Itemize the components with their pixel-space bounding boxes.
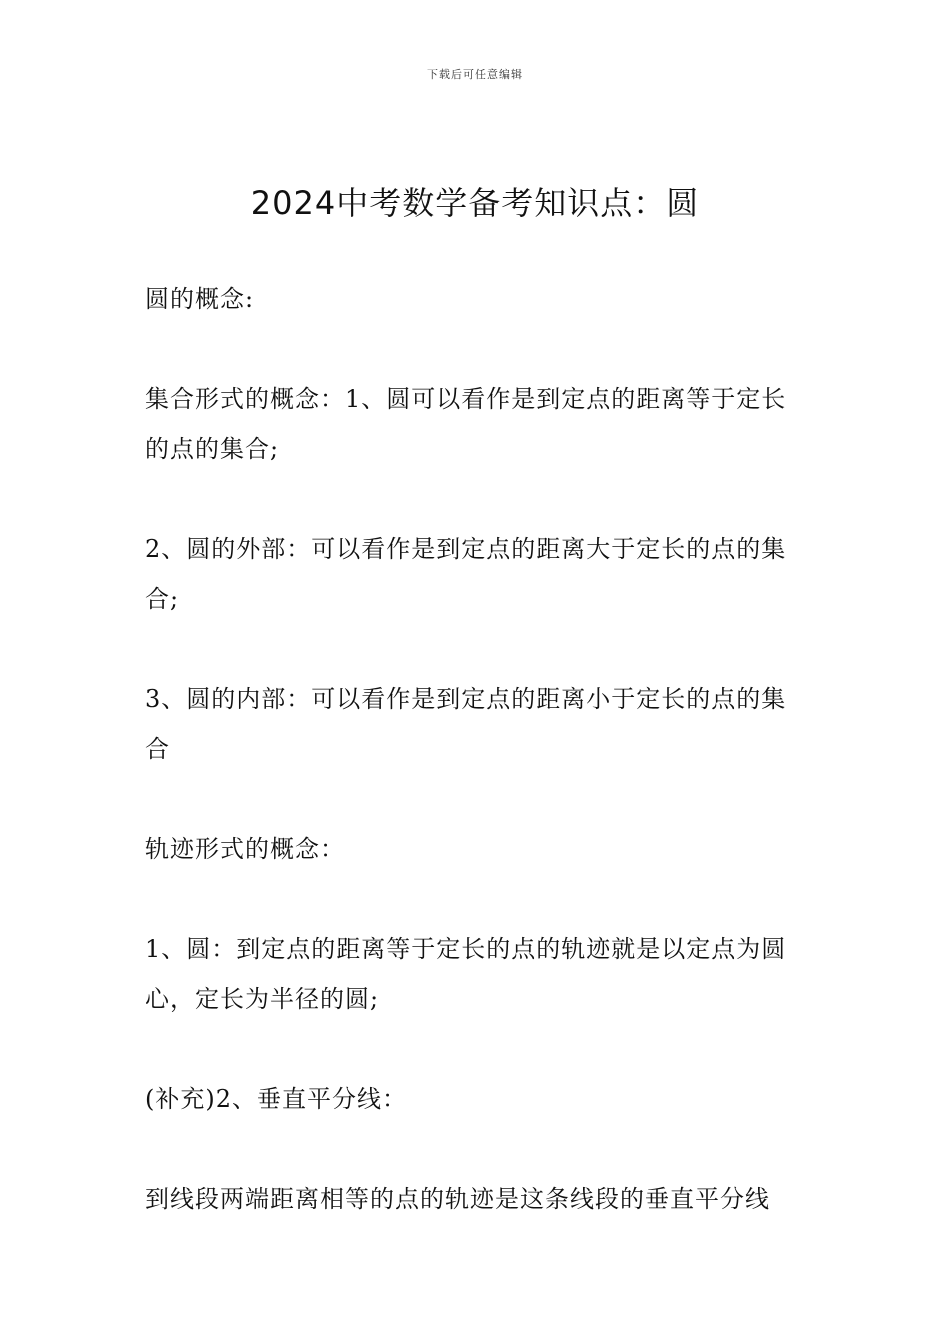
paragraph-locus-concept: 轨迹形式的概念： [145, 835, 345, 863]
paragraph-circle-concept: 圆的概念: [145, 285, 255, 313]
paragraph-circle-interior: 3、圆的内部：可以看作是到定点的距离小于定长的点的集合 [145, 685, 787, 763]
header-note: 下载后可任意编辑 [427, 68, 523, 81]
paragraph-locus-circle: 1、圆：到定点的距离等于定长的点的轨迹就是以定点为圆心，定长为半径的圆; [145, 935, 787, 1013]
paragraph-perpendicular-bisector-definition: 到线段两端距离相等的点的轨迹是这条线段的垂直平分线 [145, 1185, 770, 1213]
paragraph-circle-exterior: 2、圆的外部：可以看作是到定点的距离大于定长的点的集合; [145, 535, 787, 613]
document-title: 2024中考数学备考知识点：圆 [250, 184, 700, 222]
paragraph-set-definition: 集合形式的概念：1、圆可以看作是到定点的距离等于定长的点的集合; [145, 385, 787, 463]
paragraph-perpendicular-bisector-heading: (补充)2、垂直平分线： [145, 1085, 407, 1113]
